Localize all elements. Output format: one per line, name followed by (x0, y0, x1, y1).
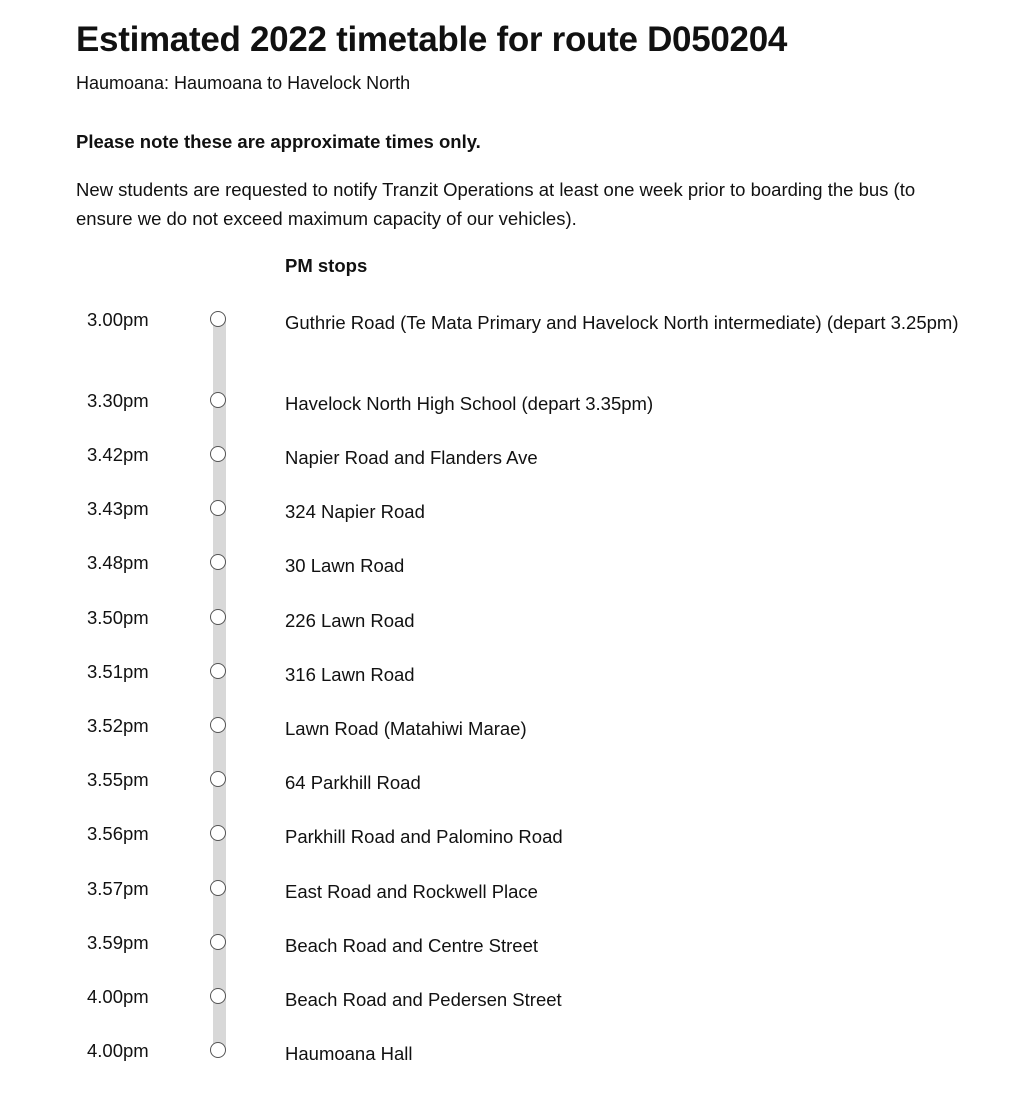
stop-marker-icon (210, 663, 226, 679)
stop-name: Lawn Road (Matahiwi Marae) (285, 718, 527, 739)
approximate-times-note: Please note these are approximate times only. (76, 131, 481, 152)
stop-marker-icon (210, 934, 226, 950)
stop-name: Guthrie Road (Te Mata Primary and Havelock North intermediate) (depart 3.25pm) (285, 312, 959, 333)
stop-marker-icon (210, 500, 226, 516)
stop-time: 4.00pm (87, 1040, 149, 1061)
stop-name: 324 Napier Road (285, 501, 425, 522)
stop-time: 3.51pm (87, 661, 149, 682)
new-students-notice: New students are requested to notify Tranzit Operations at least one week prior to boarding the bus (to ensure we do not exceed maximum capacity of our vehicles). (76, 179, 916, 229)
stop-time: 3.57pm (87, 878, 149, 899)
pm-stops-heading: PM stops (285, 255, 368, 276)
stop-name: Havelock North High School (depart 3.35pm) (285, 393, 654, 414)
stop-time: 3.55pm (87, 769, 149, 790)
stop-time: 3.42pm (87, 444, 149, 465)
stop-marker-icon (210, 717, 226, 733)
stop-name: 64 Parkhill Road (285, 772, 421, 793)
stop-time: 3.30pm (87, 390, 149, 411)
stop-name: Parkhill Road and Palomino Road (285, 826, 563, 847)
stop-marker-icon (210, 311, 226, 327)
stop-marker-icon (210, 988, 226, 1004)
stop-name: Haumoana Hall (285, 1043, 413, 1064)
stop-time: 3.50pm (87, 607, 149, 628)
stop-time: 3.59pm (87, 932, 149, 953)
stop-name: Beach Road and Pedersen Street (285, 989, 562, 1010)
stop-time: 3.00pm (87, 309, 149, 330)
stop-name: 226 Lawn Road (285, 610, 415, 631)
stop-marker-icon (210, 446, 226, 462)
route-subtitle: Haumoana: Haumoana to Havelock North (76, 73, 411, 93)
stop-time: 4.00pm (87, 986, 149, 1007)
stop-time: 3.52pm (87, 715, 149, 736)
stop-marker-icon (210, 609, 226, 625)
stop-time: 3.48pm (87, 552, 149, 573)
page-title: Estimated 2022 timetable for route D050204 (76, 20, 788, 59)
stop-name: Napier Road and Flanders Ave (285, 447, 538, 468)
stop-marker-icon (210, 554, 226, 570)
stop-marker-icon (210, 880, 226, 896)
stop-time: 3.43pm (87, 498, 149, 519)
stop-marker-icon (210, 1042, 226, 1058)
stop-marker-icon (210, 825, 226, 841)
stop-marker-icon (210, 392, 226, 408)
stop-name: East Road and Rockwell Place (285, 881, 538, 902)
stop-marker-icon (210, 771, 226, 787)
stop-time: 3.56pm (87, 823, 149, 844)
stop-name: 30 Lawn Road (285, 555, 405, 576)
stop-name: Beach Road and Centre Street (285, 935, 538, 956)
stop-name: 316 Lawn Road (285, 664, 415, 685)
